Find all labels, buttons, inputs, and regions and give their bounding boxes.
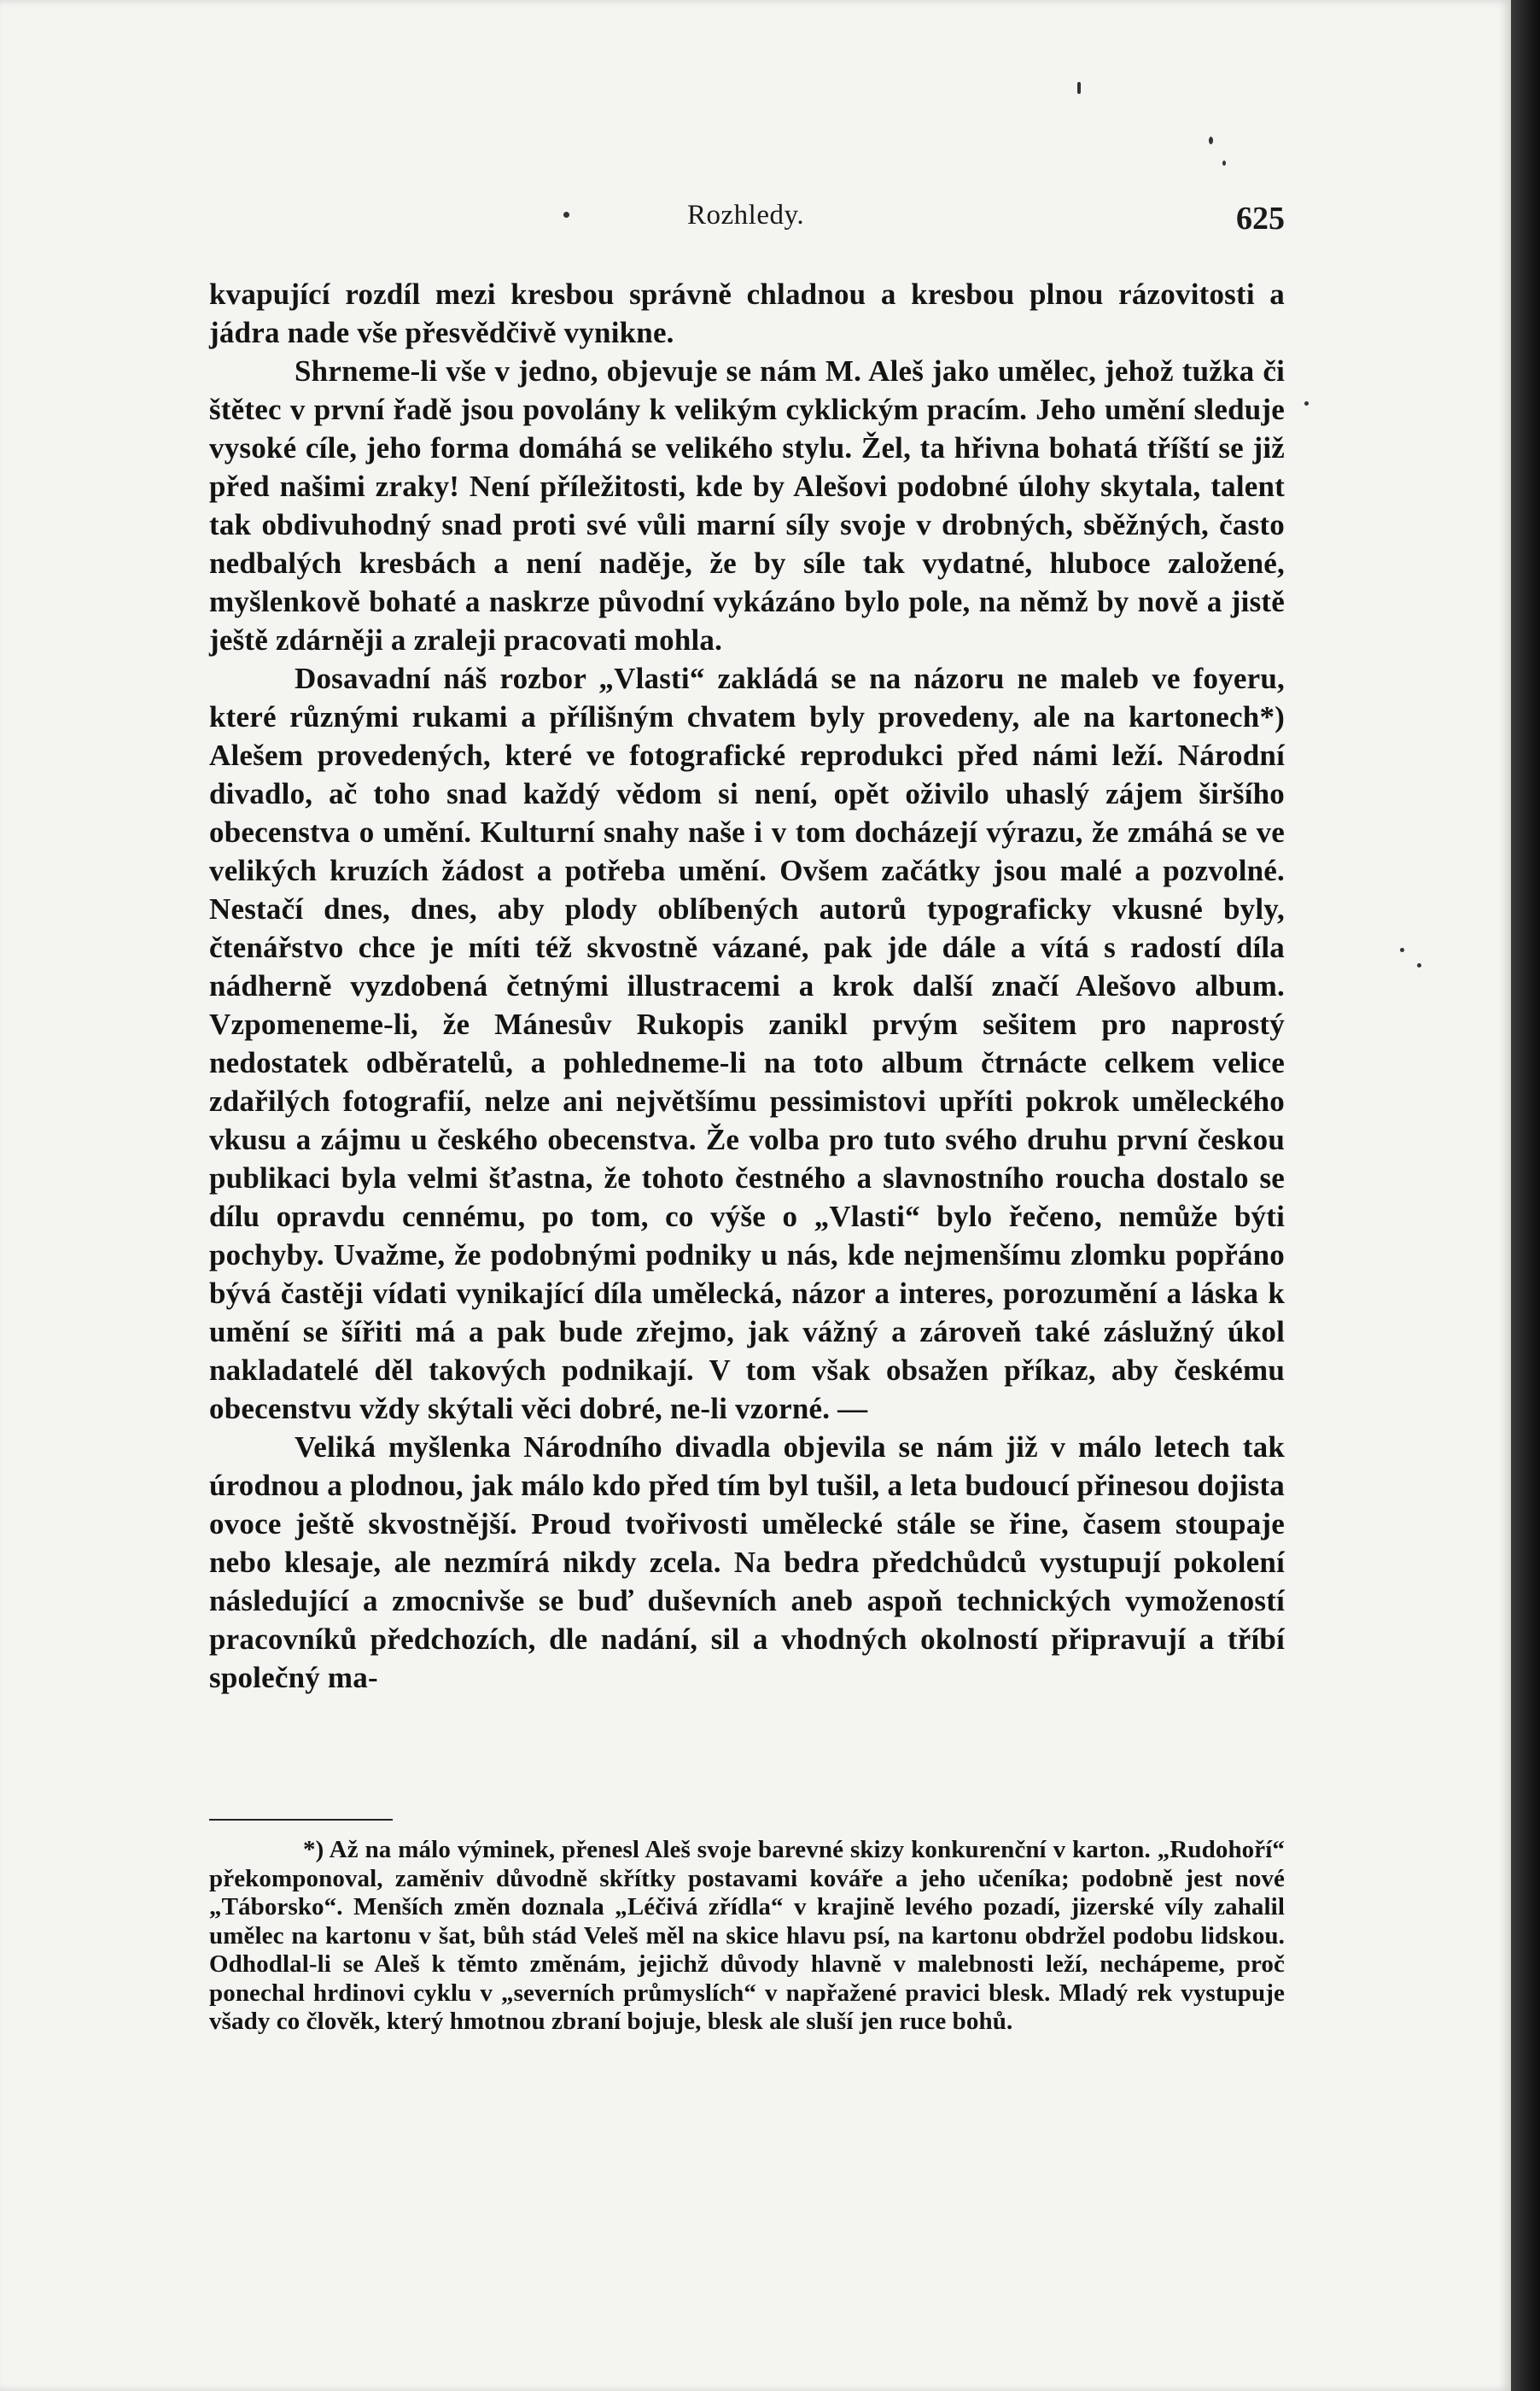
footnote: *) Až na málo výminek, přenesl Aleš svoje barevné skizy konkurenční v karton. „Rudohoří“ překomponoval, zaměniv důvodně skřítky postavami kováře a jeho učeníka; podobně jest nové „Táborsko“. Menších změn doznala „Léčivá zřídla“ v krajině levého pozadí, jizerské víly zahalil umělec na kartonu v šat, bůh stád Veleš měl na skice hlavu psí, na kartonu obdržel podobu lidskou. Odhodlal-li se Aleš k těmto změnám, jejichž důvody hlavně v malebnosti leží, nechápeme, proč ponechal hrdinovi cyklu v „severních průmyslích“ v napřažené pravici blesk. Mladý rek vystupuje všady co člověk, který hmotnou zbraní bojuje, blesk ale sluší jen ruce bohů. [209,1836,1285,2035]
paragraph-continuation: kvapující rozdíl mezi kresbou správně chladnou a kresbou plnou rázovitosti a jádra nade vše přesvědčivě vynikne. [209,278,1285,349]
paragraph: Shrneme-li vše v jedno, objevuje se nám M. Aleš jako umělec, jehož tužka či štětec v první řadě jsou povolány k velikým cyklickým pracím. Jeho umění sleduje vysoké cíle, jeho forma domáhá se velikého stylu. Žel, ta hřivna bohatá tříští se již před našimi zraky! Není příležitosti, kde by Alešovi podobné úlohy skytala, talent tak obdivuhodný snad proti své vůli marní síly svoje v drobných, sběžných, často nedbalých kresbách a není naděje, že by síle tak vydatné, hluboce založené, myšlenkově bohaté a naskrze původní vykázáno bylo pole, na němž by nově a jistě ještě zdárněji a zraleji pracovati mohla. [209,354,1285,657]
print-speck [1304,401,1309,406]
print-speck [1400,948,1404,952]
paragraph: Veliká myšlenka Národního divadla objevila se nám již v málo letech tak úrodnou a plodnou, jak málo kdo před tím byl tušil, a leta budoucí přinesou dojista ovoce ještě skvostnější. Proud tvořivosti umělecké stále se řine, časem stoupaje nebo klesaje, ale nezmírá nikdy zcela. Na bedra předchůdců vystupují pokolení následující a zmocnivše se buď duševních aneb aspoň technických vymožeností pracovníků předchozích, dle nadání, sil a vhodných okolností připravují a tříbí společný ma- [209,1430,1285,1694]
main-text [209,275,1285,1697]
print-speck [1077,82,1081,94]
page-header [209,195,1285,246]
page-number: 625 [1236,201,1285,237]
running-title: Rozhledy. [687,200,805,231]
print-speck [1209,137,1213,144]
footnote-divider [209,1819,393,1821]
print-speck [1222,161,1226,166]
scan-edge-shadow [1511,0,1540,2391]
print-speck [1417,963,1421,968]
paragraph: Dosavadní náš rozbor „Vlasti“ zakládá se na názoru ne maleb ve foyeru, které různými rukami a přílišným chvatem byly provedeny, ale na kartonech*) Alešem provedených, které ve fotografické reprodukci před námi leží. Národní divadlo, ač toho snad každý vědom si není, opět oživilo uhaslý zájem širšího obecenstva o umění. Kulturní snahy naše i v tom docházejí výrazu, že zmáhá se ve velikých kruzích žádost a potřeba umění. Ovšem začátky jsou malé a pozvolné. Nestačí dnes, dnes, aby plody oblíbených autorů typograficky vkusné byly, čtenářstvo chce je míti též skvostně vázané, pak jde dále a vítá s radostí díla nádherně vyzdobená četnými illustracemi a krok další značí Alešovo album. Vzpomeneme-li, že Mánesův Rukopis zanikl prvým sešitem pro naprostý nedostatek odběratelů, a pohledneme-li na toto album čtrnácte celkem velice zdařilých fotografií, nelze ani největšímu pessimistovi upříti pokrok uměleckého vkusu a zájmu u českého obecenstva. Že volba pro tuto svého druhu první českou publikaci byla velmi šťastna, že tohoto čestného a slavnostního roucha dostalo se dílu opravdu cennému, po tom, co výše o „Vlasti“ bylo řečeno, nemůže býti pochyby. Uvažme, že podobnými podniky u nás, kde nejmenšímu zlomku popřáno bývá častěji vídati vynikající díla umělecká, názor a interes, porozumění a láska k umění se šířiti má a pak bude zřejmo, jak vážný a zároveň také záslužný úkol nakladatelé děl takových podnikají. V tom však obsažen příkaz, aby českému obecenstvu vždy skýtali věci dobré, ne-li vzorné. — [209,662,1285,1425]
